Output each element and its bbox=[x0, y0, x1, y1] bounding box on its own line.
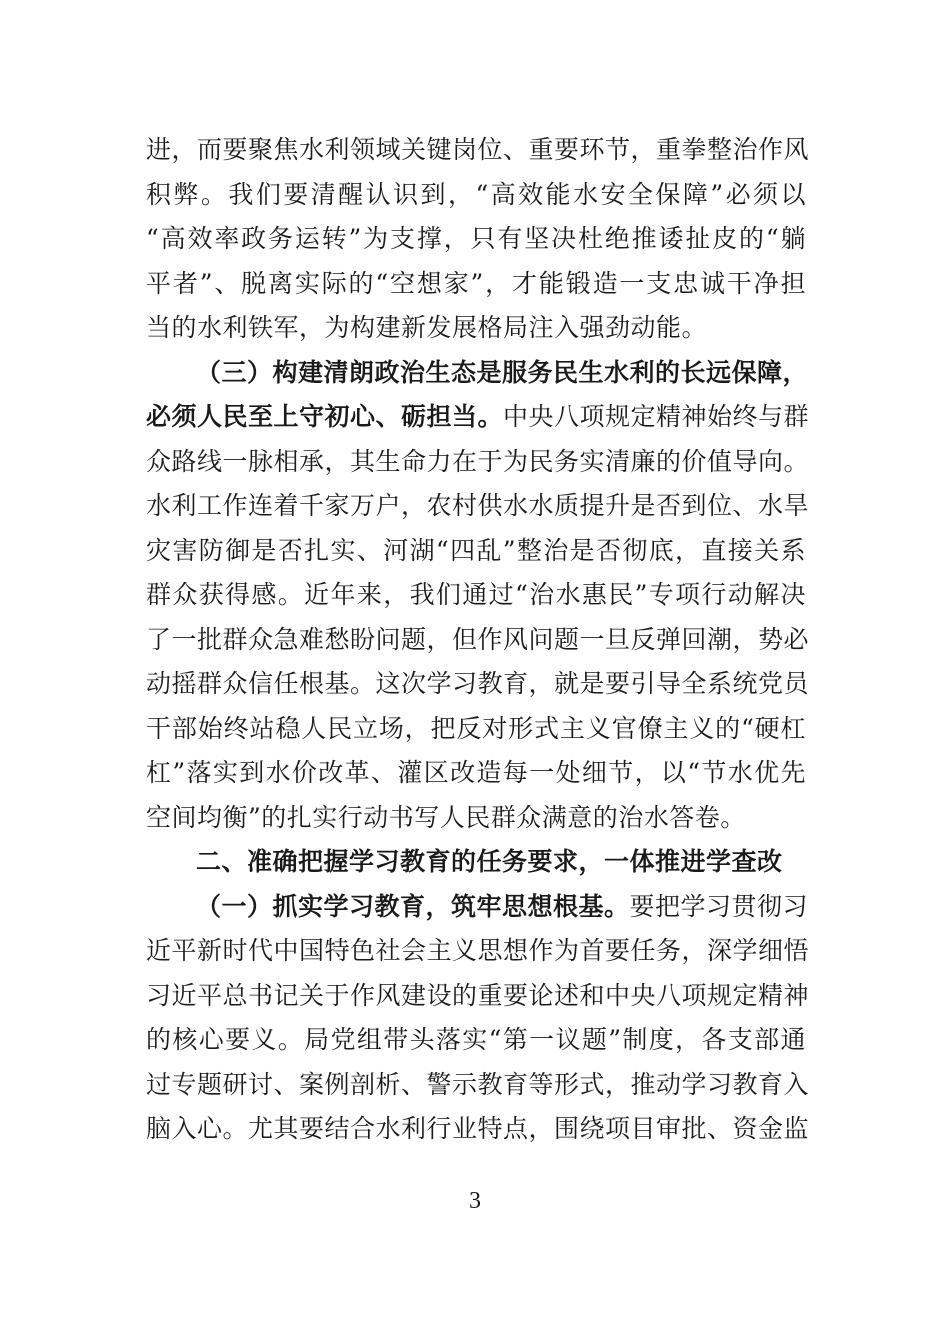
text-line bbox=[146, 395, 810, 440]
text-span: 中央八项规定精神始终与群 bbox=[503, 402, 810, 431]
subheading-line bbox=[146, 351, 809, 396]
text-line: 近平新时代中国特色社会主义思想作为首要任务，深学细悟 bbox=[146, 936, 810, 965]
text-line: 动摇群众信任根基。这次学习教育，就是要引导全系统党员 bbox=[146, 669, 810, 698]
text-line: 的核心要义。局党组带头落实“第一议题”制度，各支部通 bbox=[146, 1025, 806, 1054]
text-line bbox=[146, 885, 809, 930]
subheading-text: 必须人民至上守初心、砺担当。 bbox=[146, 402, 504, 431]
body-text bbox=[146, 128, 810, 1152]
text-line: 杠”落实到水价改革、灌区改造每一处细节，以“节水优先 bbox=[146, 758, 806, 787]
text-line: “高效率政务运转”为支撑，只有坚决杜绝推诿扯皮的“躺 bbox=[146, 224, 806, 253]
subheading-text: （三）构建清朗政治生态是服务民生水利的长远保障， bbox=[196, 357, 809, 387]
text-line: 积弊。我们要清醒认识到，“高效能水安全保障”必须以 bbox=[146, 179, 806, 209]
section-heading: 二、准确把握学习教育的任务要求，一体推进学查改 bbox=[196, 847, 783, 876]
text-line: 平者”、脱离实际的“空想家”，才能锻造一支忠诚干净担 bbox=[146, 268, 806, 298]
text-line: 进，而要聚焦水利领域关键岗位、重要环节，重拳整治作风 bbox=[146, 135, 810, 164]
text-line: 众路线一脉相承，其生命力在于为民务实清廉的价值导向。 bbox=[146, 446, 810, 476]
text-line: 干部始终站稳人民立场，把反对形式主义官僚主义的“硬杠 bbox=[146, 713, 806, 743]
subheading-text: （一）抓实学习教育，筑牢思想根基。 bbox=[196, 891, 630, 921]
text-line: 灾害防御是否扎实、河湖“四乱”整治是否彻底，直接关系 bbox=[146, 535, 806, 565]
text-line: 脑入心。尤其要结合水利行业特点，围绕项目审批、资金监 bbox=[146, 1114, 810, 1143]
text-line: 了一批群众急难愁盼问题，但作风问题一旦反弹回潮，势必 bbox=[146, 624, 810, 654]
text-line: 群众获得感。近年来，我们通过“治水惠民”专项行动解决 bbox=[146, 580, 806, 609]
text-line: 水利工作连着千家万户，农村供水水质提升是否到位、水旱 bbox=[146, 491, 810, 520]
text-line: 当的水利铁军，为构建新发展格局注入强劲动能。 bbox=[146, 313, 708, 342]
page-number: 3 bbox=[469, 1188, 481, 1214]
text-line: 空间均衡”的扎实行动书写人民群众满意的治水答卷。 bbox=[146, 802, 746, 832]
text-line: 习近平总书记关于作风建设的重要论述和中央八项规定精神 bbox=[146, 980, 810, 1010]
text-span: 要把学习贯彻习 bbox=[629, 891, 809, 921]
text-line: 过专题研讨、案例剖析、警示教育等形式，推动学习教育入 bbox=[146, 1069, 810, 1099]
